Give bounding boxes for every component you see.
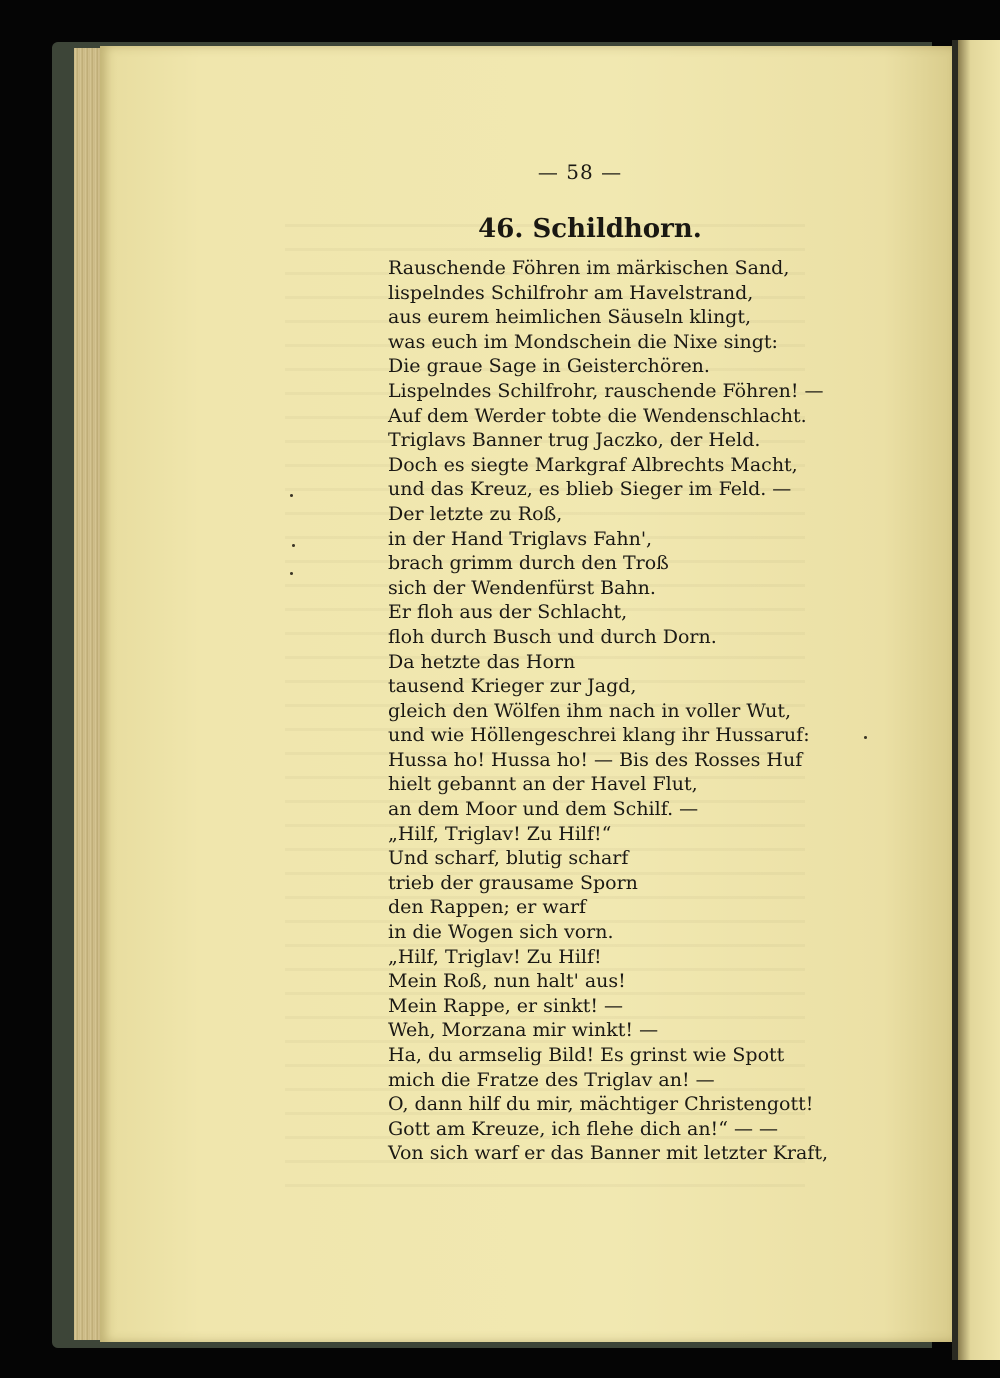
- poem-text: [388, 256, 928, 1166]
- poem-line: Da hetzte das Horn: [388, 650, 576, 673]
- poem-line: lispelndes Schilfrohr am Havelstrand,: [388, 281, 754, 304]
- poem-line: Weh, Morzana mir winkt! —: [388, 1019, 659, 1042]
- poem-line: Die graue Sage in Geisterchören.: [388, 355, 710, 378]
- poem-line: in die Wogen sich vorn.: [388, 921, 614, 944]
- poem-line: gleich den Wölfen ihm nach in voller Wut,: [388, 699, 792, 722]
- poem-line: in der Hand Triglavs Fahn',: [388, 527, 653, 550]
- speck: [292, 544, 295, 547]
- speck: [290, 494, 293, 497]
- poem-line: Auf dem Werder tobte die Wendenschlacht.: [388, 404, 807, 427]
- poem-line: Mein Rappe, er sinkt! —: [388, 994, 624, 1017]
- poem-line: Triglavs Banner trug Jaczko, der Held.: [388, 429, 761, 452]
- poem-line: „Hilf, Triglav! Zu Hilf!: [388, 945, 602, 968]
- poem-line: floh durch Busch und durch Dorn.: [388, 625, 717, 648]
- poem-line: hielt gebannt an der Havel Flut,: [388, 773, 698, 796]
- poem-line: Und scharf, blutig scharf: [388, 847, 629, 870]
- poem-line: den Rappen; er warf: [388, 896, 587, 919]
- next-page-edge: [958, 40, 1000, 1360]
- poem-line: O, dann hilf du mir, mächtiger Christengott!: [388, 1093, 814, 1116]
- poem-line: Hussa ho! Hussa ho! — Bis des Rosses Huf: [388, 748, 803, 771]
- poem-line: Rauschende Föhren im märkischen Sand,: [388, 257, 790, 279]
- poem-line: Mein Roß, nun halt' aus!: [388, 970, 626, 993]
- poem-line: aus eurem heimlichen Säuseln klingt,: [388, 306, 752, 329]
- poem-line: und das Kreuz, es blieb Sieger im Feld. —: [388, 478, 792, 501]
- poem-line: „Hilf, Triglav! Zu Hilf!“: [388, 822, 612, 845]
- poem-line: tausend Krieger zur Jagd,: [388, 675, 637, 698]
- poem-line: was euch im Mondschein die Nixe singt:: [388, 330, 778, 353]
- poem-line: Gott am Kreuze, ich flehe dich an!“ — —: [388, 1117, 778, 1140]
- poem-line: Der letzte zu Roß,: [388, 502, 563, 525]
- poem-line: trieb der grausame Sporn: [388, 871, 638, 894]
- poem-line: Lispelndes Schilfrohr, rauschende Föhren! —: [388, 379, 824, 402]
- poem-line: Doch es siegte Markgraf Albrechts Macht,: [388, 453, 798, 476]
- poem-line: sich der Wendenfürst Bahn.: [388, 576, 656, 599]
- speck: [290, 572, 293, 575]
- poem-line: Ha, du armselig Bild! Es grinst wie Spott: [388, 1044, 785, 1066]
- poem-title: 46. Schildhorn.: [478, 214, 702, 244]
- poem-line: Von sich warf er das Banner mit letzter Kraft,: [388, 1142, 829, 1165]
- poem-line: mich die Fratze des Triglav an! —: [388, 1068, 715, 1091]
- poem-line: an dem Moor und dem Schilf. —: [388, 798, 699, 821]
- page-number: — 58 —: [537, 160, 623, 184]
- poem-line: brach grimm durch den Troß: [388, 552, 669, 575]
- poem-line: und wie Höllengeschrei klang ihr Hussaruf:: [388, 724, 810, 747]
- poem-line: Er floh aus der Schlacht,: [388, 601, 628, 624]
